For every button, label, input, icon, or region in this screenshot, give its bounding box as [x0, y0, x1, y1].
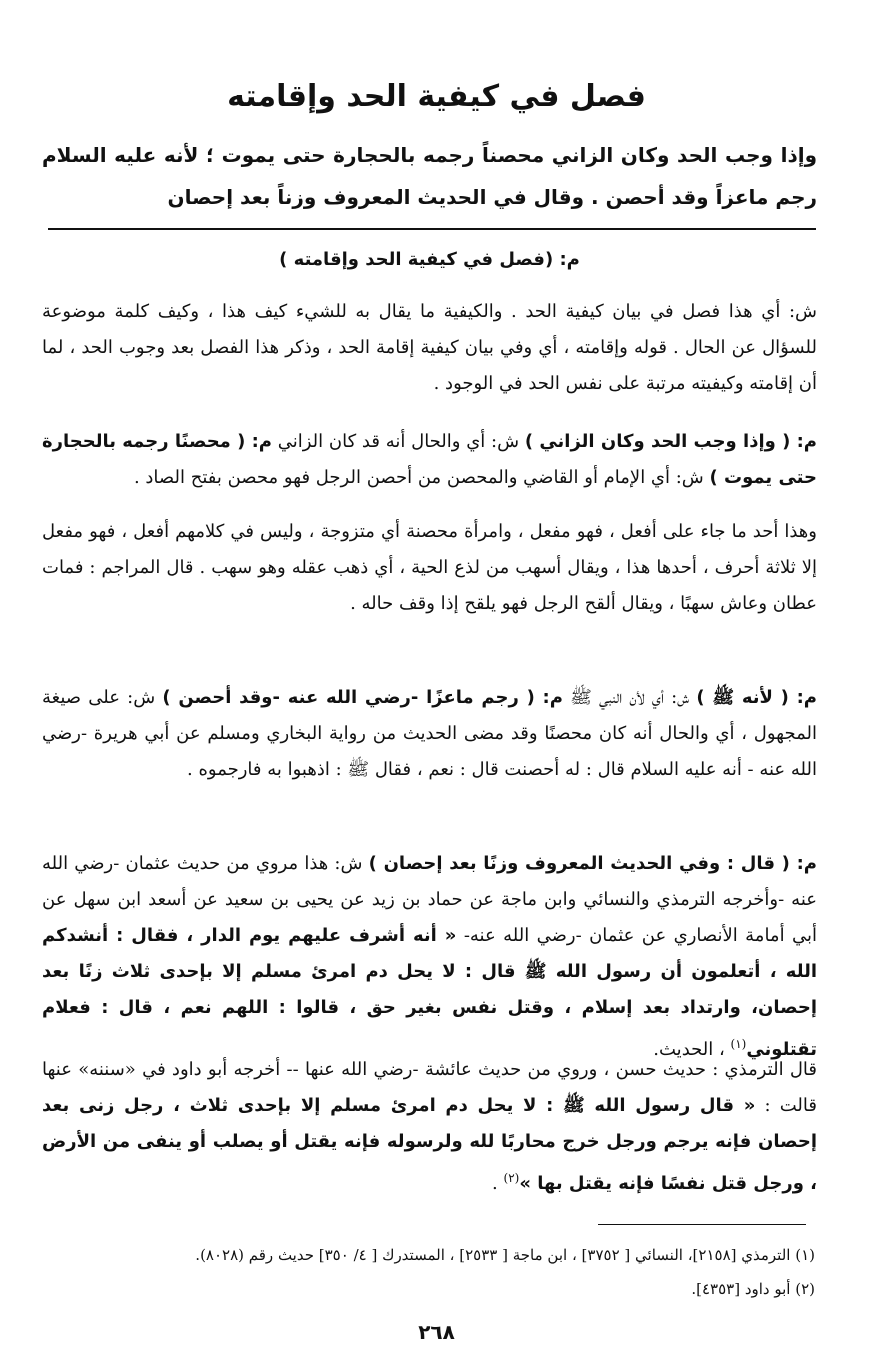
paragraph-text — [42, 424, 817, 496]
footnote-marker: (١) — [730, 1037, 747, 1051]
hadith-quote: « قال رسول الله ﷺ : لا يحل دم امرئ مسلم إلا بإحدى ثلاث ، رجل زنى بعد إحصان فإنه يرجم ورجل خرج محاربًا لله ولرسوله فإنه يقتل أو يصلب أو ينفى من الأرض ، ورجل قتل نفسًا فإنه يقتل بها » — [42, 1095, 817, 1194]
matn-quote: م: ( رجم ماعزًا -رضي الله عنه -وقد أحصن ) — [162, 687, 563, 708]
commentary-text: . — [492, 1173, 504, 1194]
paragraph-text: ش: أي هذا فصل في بيان كيفية الحد . والكيفية ما يقال به للشيء كيف هذا ، وكيف كلمة موضوعة للسؤال عن الحال . قوله وإقامته ، أي وفي بيان كيفية إقامة الحد ، وذكر هذا الفصل بعد وجوب الحد ، لما أن إقامته وكيفيته مرتبة على نفس الحد في الوجود . — [42, 301, 817, 394]
footnote-1: (١) الترمذي [٢١٥٨]، النسائي [ ٣٧٥٢] ، ابن ماجة [ ٢٥٣٣] ، المستدرك [ ٤/ ٣٥٠] حديث رقم (٨٠٢٨). — [195, 1246, 815, 1264]
paragraph-text — [42, 680, 817, 788]
matn-quote: م: ( قال : وفي الحديث المعروف وزنًا بعد إحصان ) — [368, 853, 817, 874]
commentary-text: ش: على صيغة المجهول ، أي والحال أنه كان محصنًا وقد مضى الحديث من رواية البخاري ومسلم عن أبي هريرة -رضي الله عنه - أنه عليه السلام قال : له أحصنت قال : نعم ، فقال ﷺ : اذهبوا به فارجموه . — [42, 687, 817, 780]
commentary-paragraph-4 — [42, 680, 817, 788]
commentary-text: ش: أي والحال أنه قد كان الزاني — [272, 431, 525, 452]
commentary-paragraph-1 — [42, 294, 817, 402]
footnote-divider — [598, 1224, 806, 1225]
commentary-text: ش: أي الإمام أو القاضي والمحصن من أحصن الرجل فهو محصن بفتح الصاد . — [133, 467, 710, 488]
footnotes — [30, 1238, 815, 1306]
commentary-paragraph-2 — [42, 424, 817, 496]
footnote-2: (٢) أبو داود [٤٣٥٣]. — [691, 1280, 815, 1298]
commentary-paragraph-3 — [42, 514, 817, 622]
section-title: م: (فصل في كيفية الحد وإقامته ) — [279, 249, 580, 270]
paragraph-text — [42, 1052, 817, 1202]
paragraph-text — [42, 846, 817, 1068]
paragraph-text: وهذا أحد ما جاء على أفعل ، فهو مفعل ، وامرأة محصنة أي متزوجة ، وليس في كلامهم أفعل ، فهو مفعل إلا ثلاثة أحرف ، أحدها هذا ، ويقال أسهب من لذع الحية ، أي ذهب عقله وهو سهب . قال المراجم : فمات عطان وعاش سهبًا ، ويقال ألقح الرجل فهو يلقح إذا وقف حاله . — [42, 521, 817, 614]
commentary-paragraph-6 — [42, 1052, 817, 1202]
matn-quote: م: ( لأنه ﷺ ) — [696, 687, 817, 708]
commentary-text: ش: هذا مروي من حديث عثمان -رضي الله عنه -وأخرجه الترمذي والنسائي وابن ماجة عن حماد بن زيد عن يحيى بن سعيد عن أسعد ابن سهل عن أبي أمامة الأنصاري عن عثمان -رضي الله عنه- — [42, 853, 817, 946]
matn-text: وإذا وجب الحد وكان الزاني محصناً رجمه بالحجارة حتى يموت ؛ لأنه عليه السلام رجم ماعزاً وقد أحصن . وقال في الحديث المعروف وزناً بعد إحصان — [42, 143, 817, 209]
footnote-marker: (٢) — [503, 1171, 520, 1185]
divider-line — [48, 228, 816, 230]
matn-quote: م: ( وإذا وجب الحد وكان الزاني ) — [524, 431, 817, 452]
matn-quote: م: ( محصنًا رجمه بالحجارة حتى يموت ) — [42, 431, 817, 488]
hadith-quote: « أنه أشرف عليهم يوم الدار ، فقال : أنشدكم الله ، أتعلمون أن رسول الله ﷺ قال : لا يحل دم امرئ مسلم إلا بإحدى ثلاث زنًا بعد إحصان، وارتداد بعد إسلام ، وقتل نفس بغير حق ، قالوا : اللهم نعم ، قال : فعلام تقتلوني — [42, 925, 817, 1060]
chapter-heading: فصل في كيفية الحد وإقامته — [227, 79, 646, 114]
commentary-text: ش: أي لأن النبي ﷺ — [562, 687, 697, 708]
page-number: ٢٦٨ — [418, 1320, 455, 1344]
commentary-text: ، الحديث. — [653, 1039, 731, 1060]
commentary-text: قال الترمذي : حديث حسن ، وروي من حديث عائشة -رضي الله عنها -- أخرجه أبو داود في «سننه» عنها قالت : — [42, 1059, 817, 1116]
commentary-paragraph-5 — [42, 846, 817, 1068]
